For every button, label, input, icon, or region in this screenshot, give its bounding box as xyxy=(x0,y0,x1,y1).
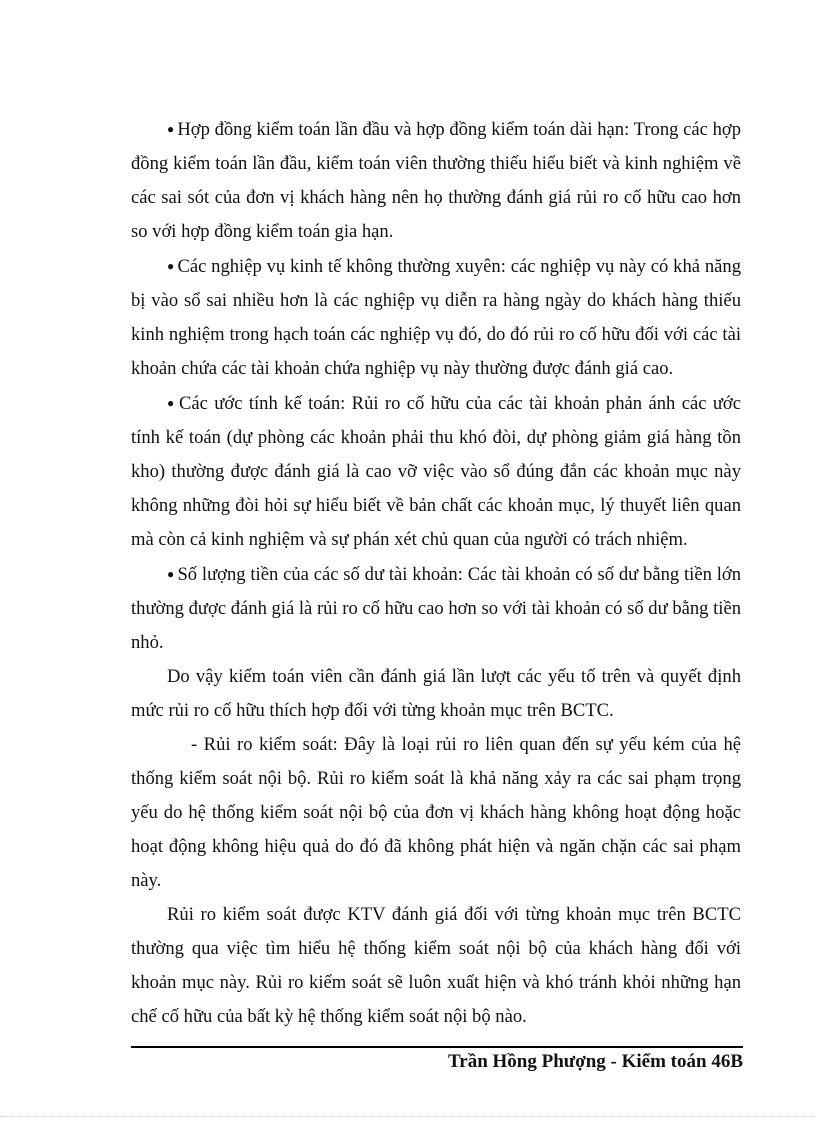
paragraph-accounting-estimates: ● Các ước tính kế toán: Rủi ro cố hữu của các tài khoản phản ánh các ước tính kế toán (dự phòng các khoản phải thu khó đòi, dự phòng giảm giá hàng tồn kho) thường được đánh giá là cao vỡ việc vào sổ đúng đắn các khoản mục này không những đòi hỏi sự hiểu biết về bản chất các khoản mục, lý thuyết liên quan mà còn cả kinh nghiệm và sự phán xét chủ quan của người có trách nhiệm. xyxy=(131,393,742,550)
bullet-icon: ● xyxy=(167,567,175,581)
paragraph-control-risk-assessment: Rủi ro kiểm soát được KTV đánh giá đối với từng khoản mục trên BCTC thường qua việc tìm hiểu hệ thống kiểm soát nội bộ của khách hàng đối với khoản mục này. Rủi ro kiểm soát sẽ luôn xuất hiện và khó tránh khỏi những hạn chế cố hữu của bất kỳ hệ thống kiểm soát nội bộ nào. xyxy=(131,904,741,1027)
document-body xyxy=(131,112,741,1034)
page-bottom-edge xyxy=(0,1116,816,1117)
paragraph-first-engagement: ● Hợp đồng kiểm toán lần đầu và hợp đồng kiểm toán dài hạn: Trong các hợp đồng kiểm toán lần đầu, kiểm toán viên thường thiếu hiểu biết và kinh nghiệm về các sai sót của đơn vị khách hàng nên họ thường đánh giá rủi ro cố hữu cao hơn so với hợp đồng kiểm toán gia hạn. xyxy=(131,119,742,242)
footer-author: Trần Hồng Phượng - Kiểm toán 46B xyxy=(448,1051,743,1072)
paragraph-control-risk: - Rủi ro kiểm soát: Đây là loại rủi ro liên quan đến sự yếu kém của hệ thống kiểm soát nội bộ. Rủi ro kiểm soát là khả năng xảy ra các sai phạm trọng yếu do hệ thống kiểm soát nội bộ của đơn vị khách hàng không hoạt động hoặc hoạt động không hiệu quả do đó đã không phát hiện và ngăn chặn các sai phạm này. xyxy=(131,734,741,891)
bullet-icon: ● xyxy=(167,122,175,136)
bullet-icon: ● xyxy=(167,396,176,410)
paragraph-irregular-transactions: ● Các nghiệp vụ kinh tế không thường xuyên: các nghiệp vụ này có khả năng bị vào sổ sai nhiều hơn là các nghiệp vụ diễn ra hàng ngày do khách hàng thiếu kinh nghiệm trong hạch toán các nghiệp vụ đó, do đó rủi ro cố hữu đối với các tài khoản chứa các tài khoản chứa nghiệp vụ này thường được đánh giá cao. xyxy=(131,256,741,379)
paragraph-conclusion: Do vậy kiểm toán viên cần đánh giá lần lượt các yếu tố trên và quyết định mức rủi ro cố hữu thích hợp đối với từng khoản mục trên BCTC. xyxy=(131,666,741,721)
paragraph-balance-amounts: ● Số lượng tiền của các số dư tài khoản: Các tài khoản có số dư bằng tiền lớn thường được đánh giá là rủi ro cố hữu cao hơn so với tài khoản có số dư bằng tiền nhỏ. xyxy=(131,564,741,653)
bullet-icon: ● xyxy=(167,259,175,273)
